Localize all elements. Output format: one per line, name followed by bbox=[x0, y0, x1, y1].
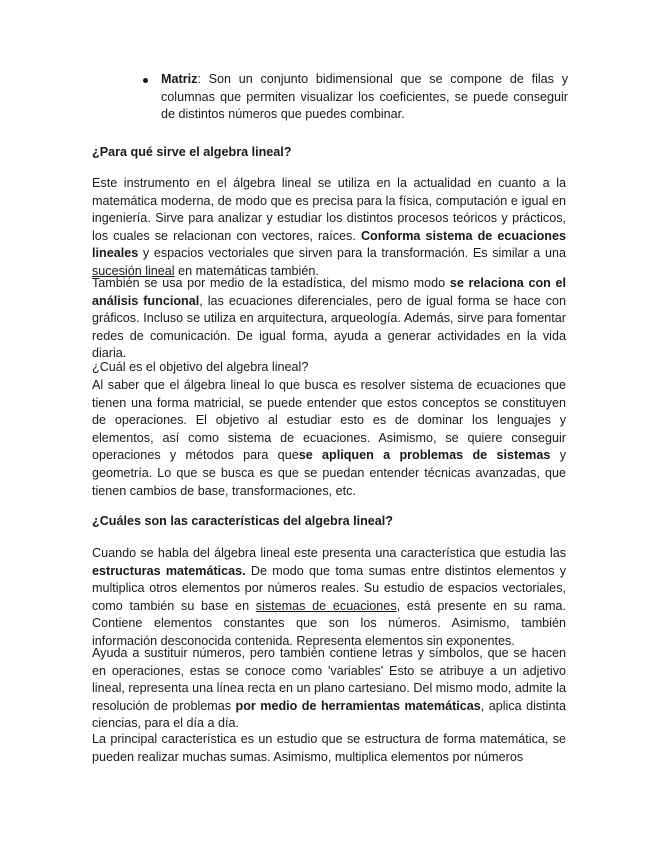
paragraph-main-characteristic: La principal característica es un estudio que se estructura de forma matemática, se pueden realizar muchas sumas. Asimismo, multiplica elementos por números bbox=[92, 732, 566, 764]
section-heading-para-que-sirve: ¿Para qué sirve el algebra lineal? bbox=[92, 145, 292, 159]
link-sucesion-lineal[interactable]: sucesión lineal bbox=[92, 263, 175, 278]
bullet-dot-icon bbox=[143, 78, 148, 83]
bullet-term: Matriz bbox=[161, 72, 198, 86]
paragraph-objective: Al saber que el álgebra lineal lo que busca es resolver sistema de ecuaciones que tienen una forma matricial, se puede entender que estos conceptos se constituyen de operaciones. El objetivo al estudiar esto es de dominar los lenguajes y elementos, así como sistema de ecuaciones. Asimismo, se quiere conseguir operaciones y métodos para quese apliquen a problemas de sistemas y geometría. Lo que se busca es que se puedan entender técnicas avanzadas, que tienen cambios de base, transformaciones, etc. bbox=[92, 378, 566, 498]
section-heading-caracteristicas: ¿Cuáles son las características del algebra lineal? bbox=[92, 514, 393, 528]
paragraph-usage: Este instrumento en el álgebra lineal se utiliza en la actualidad en cuanto a la matemática moderna, de modo que es precisa para la física, computación e igual en ingeniería. Sirve para analizar y estudiar los distintos procesos teóricos y prácticos, los cuales se relacionan con vectores, raíces. Conforma sistema de ecuaciones lineales y espacios vectoriales que sirven para la transformación. Es similar a una sucesión lineal en matemáticas también. bbox=[92, 176, 566, 278]
objective-question: ¿Cuál es el objetivo del algebra lineal? bbox=[92, 360, 309, 374]
paragraph-variables: Ayuda a sustituir números, pero también contiene letras y símbolos, que se hacen en operaciones, estas se conoce como 'variables' Esto se atribuye a un adjetivo lineal, representa una línea recta en un plano cartesiano. Del mismo modo, admite la resolución de problemas por medio de herramientas matemáticas, aplica distinta ciencias, para el día a día. bbox=[92, 646, 566, 731]
link-sistemas-de-ecuaciones[interactable]: sistemas de ecuaciones bbox=[255, 598, 397, 613]
paragraph-characteristics: Cuando se habla del álgebra lineal este presenta una característica que estudia las estructuras matemáticas. De modo que toma sumas entre distintos elementos y multiplica otros elementos por números reales. Su estudio de espacios vectoriales, como también su base en sistemas de ecuaciones, está presente en su rama. Contiene elementos constantes que son los números. Asimismo, también información desconocida contenida. Representa elementos sin exponentes. bbox=[92, 546, 567, 648]
paragraph-statistics: También se usa por medio de la estadística, del mismo modo se relaciona con el análisis funcional, las ecuaciones diferenciales, pero de igual forma se hace con gráficos. Incluso se utiliza en arquitectura, arqueología. Además, sirve para fomentar redes de comunicación. De igual forma, ayuda a generar actividades en la vida diaria. bbox=[92, 276, 566, 361]
bullet-text: Matriz: Son un conjunto bidimensional que se compone de filas y columnas que permiten visualizar los coeficientes, se puede conseguir de distintos números que puedes combinar. bbox=[161, 72, 568, 122]
